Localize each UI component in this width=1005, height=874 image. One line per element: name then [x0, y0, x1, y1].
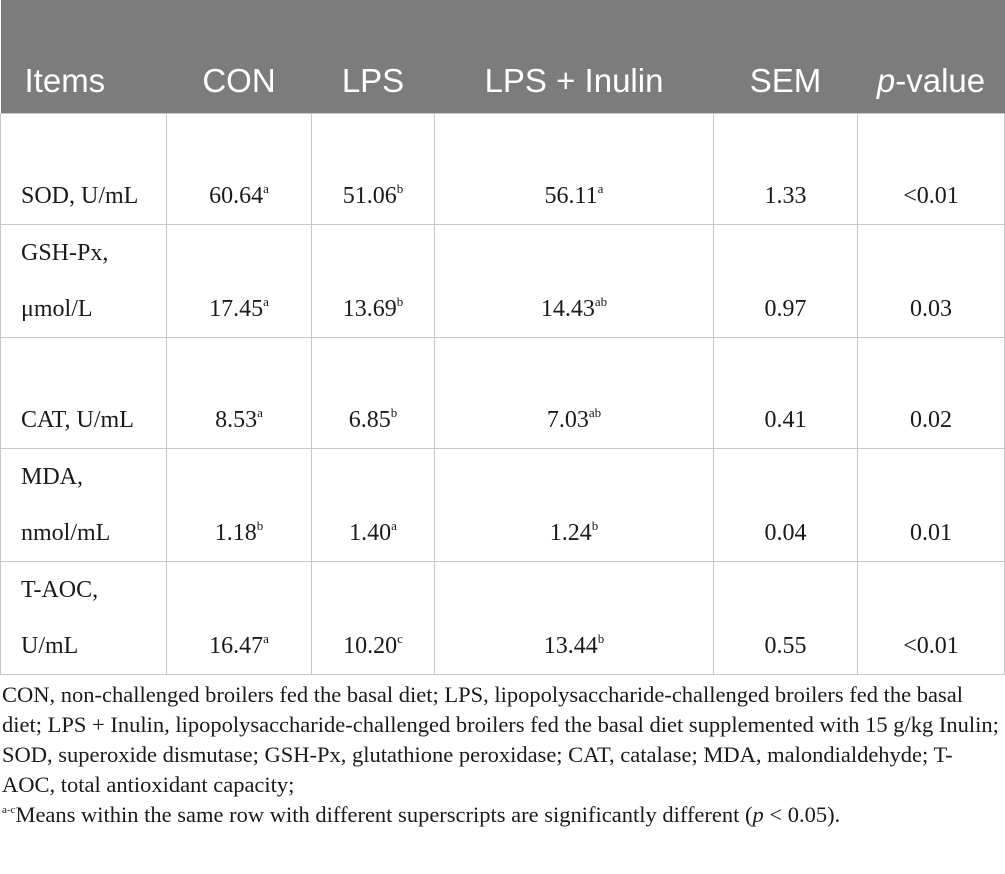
cell-p-value: 0.02: [858, 337, 1005, 448]
cell-lps: 1.40$^a$: [312, 448, 435, 561]
header-p-italic: p: [876, 61, 896, 99]
cell-lps: 10.20$^c$: [312, 561, 435, 674]
header-sem: SEM: [714, 0, 858, 113]
table-header-row: [1, 0, 1005, 113]
header-p-value: [858, 0, 1005, 113]
cell-con: 60.64$^a$: [167, 113, 312, 224]
cell-lps-inulin: 7.03$^{ab}$: [435, 337, 714, 448]
row-item-label: GSH-Px, μmol/L: [1, 224, 167, 337]
cell-sem: 0.04: [714, 448, 858, 561]
table-footnote: [0, 680, 1005, 830]
cell-con: 1.18$^b$: [167, 448, 312, 561]
row-item-label: CAT, U/mL: [1, 337, 167, 448]
row-item-label: SOD, U/mL: [1, 113, 167, 224]
header-con: CON: [167, 0, 312, 113]
cell-con: 16.47$^a$: [167, 561, 312, 674]
cell-lps: 13.69$^b$: [312, 224, 435, 337]
cell-sem: 1.33: [714, 113, 858, 224]
cell-sem: 0.41: [714, 337, 858, 448]
table-row: [1, 337, 1005, 448]
table-row: [1, 561, 1005, 674]
cell-sem: 0.97: [714, 224, 858, 337]
cell-sem: 0.55: [714, 561, 858, 674]
header-lps: LPS: [312, 0, 435, 113]
cell-p-value: 0.01: [858, 448, 1005, 561]
table-row: [1, 224, 1005, 337]
cell-con: 8.53$^a$: [167, 337, 312, 448]
header-lps-inulin: LPS + Inulin: [435, 0, 714, 113]
cell-p-value: <0.01: [858, 113, 1005, 224]
footnote-sig-text: Means within the same row with different superscripts are significantly different (: [15, 802, 753, 827]
cell-lps-inulin: 56.11$^a$: [435, 113, 714, 224]
cell-lps-inulin: 14.43$^{ab}$: [435, 224, 714, 337]
cell-p-value: 0.03: [858, 224, 1005, 337]
row-item-label: MDA, nmol/mL: [1, 448, 167, 561]
cell-lps: 51.06$^b$: [312, 113, 435, 224]
cell-lps-inulin: 1.24$^b$: [435, 448, 714, 561]
row-item-label: T-AOC, U/mL: [1, 561, 167, 674]
table-row: [1, 448, 1005, 561]
header-items: Items: [1, 0, 167, 113]
cell-lps-inulin: 13.44$^b$: [435, 561, 714, 674]
footnote-sig-end: < 0.05).: [763, 802, 841, 827]
cell-p-value: <0.01: [858, 561, 1005, 674]
header-p-suffix: -value: [895, 61, 986, 99]
footnote-p-italic: p: [752, 802, 764, 827]
cell-lps: 6.85$^b$: [312, 337, 435, 448]
footnote-abbreviations: CON, non-challenged broilers fed the basal diet; LPS, lipopolysaccharide-challenged broilers fed the basal diet; LPS + Inulin, lipopolysaccharide-challenged broilers fed the basal diet supplemented with 15 g/kg Inulin; SOD, superoxide dismutase; GSH-Px, glutathione peroxidase; CAT, catalase; MDA, malondialdehyde; T-AOC, total antioxidant capacity;: [2, 682, 999, 797]
cell-con: 17.45$^a$: [167, 224, 312, 337]
table-row: [1, 113, 1005, 224]
footnote-sig-superscript: a-c: [2, 804, 16, 816]
